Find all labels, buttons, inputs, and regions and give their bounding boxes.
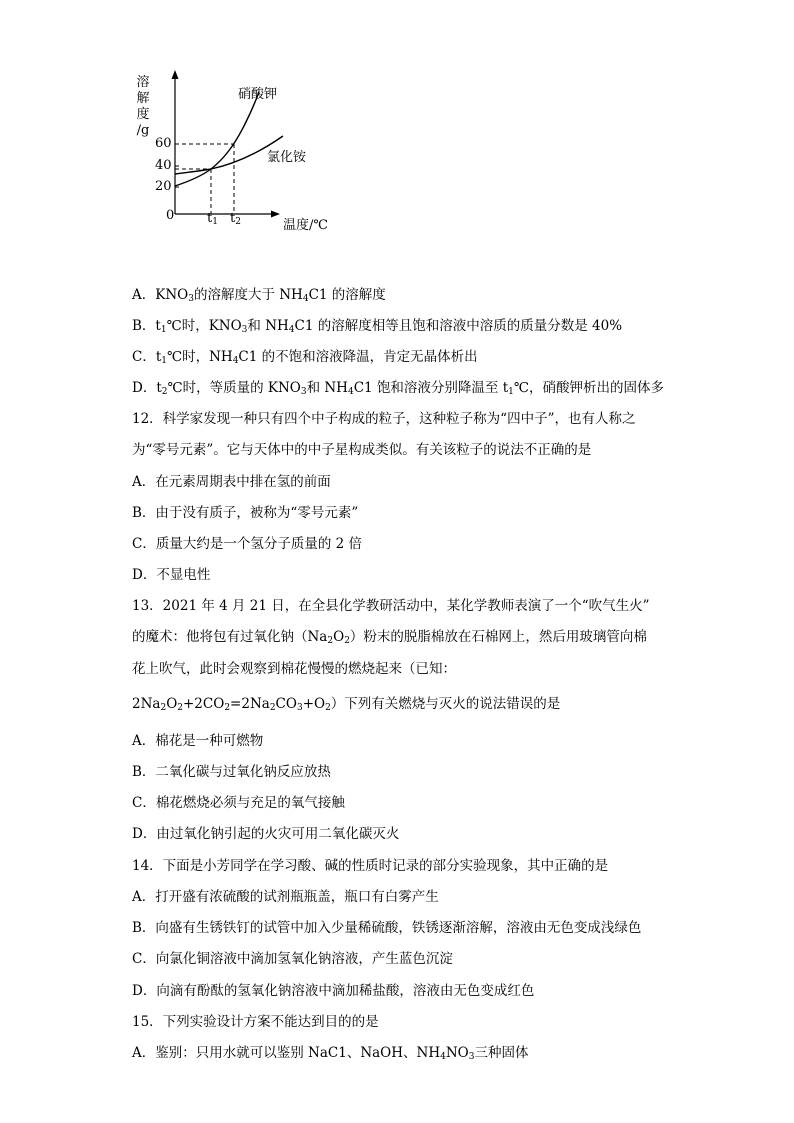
q12-stem-line1: 12．科学家发现一种只有四个中子构成的粒子，这种粒子称为“四中子”，也有人称之 bbox=[132, 411, 636, 427]
q11-option-d: D．$t_2℃$时，等质量的 $KNO_3$和 $NH_4C1$ 饱和溶液分别降温至 $t_1℃$，硝酸钾析出的固体多 bbox=[132, 380, 664, 397]
q13-option-c: C．棉花燃烧必须与充足的氧气接触 bbox=[132, 795, 345, 811]
q12-option-b: B．由于没有质子，被称为“零号元素” bbox=[132, 505, 359, 521]
q14-option-d: D．向滴有酚酞的氢氧化钠溶液中滴加稀盐酸，溶液由无色变成红色 bbox=[132, 983, 535, 999]
ylabel-char-3: 度 bbox=[136, 107, 150, 122]
origin-label: 0 bbox=[166, 208, 175, 223]
q13-option-a: A．棉花是一种可燃物 bbox=[132, 733, 264, 749]
solubility-graph bbox=[125, 62, 355, 242]
y-axis-arrow bbox=[172, 70, 179, 79]
q15-stem: 15．下列实验设计方案不能达到目的的是 bbox=[132, 1014, 379, 1030]
q13-stem-line2: 的魔术：他将包有过氧化钠$(Na_2O_2)$粉末的脱脂棉放在石棉网上，然后用玻璃管向棉 bbox=[132, 629, 647, 646]
q15-option-a: A．鉴别：只用水就可以鉴别 NaC1、NaOH、$NH_4NO_3$三种固体 bbox=[132, 1045, 529, 1062]
q13-stem-line3: 花上吹气，此时会观察到棉花慢慢的燃烧起来（已知： bbox=[132, 661, 456, 677]
xtick-label-t1: $t_1$ bbox=[207, 211, 218, 227]
q12-option-d: D．不显电性 bbox=[132, 567, 211, 583]
ytick-label-60: 60 bbox=[155, 136, 172, 151]
q13-stem-line1: 13．2021 年 4 月 21 日，在全县化学教研活动中，某化学教师表演了一个“吹气生火” bbox=[132, 598, 650, 614]
q11-option-b: B．$t_1℃$时，$KNO_3$和 $NH_4C1$ 的溶解度相等且饱和溶液中溶质的质量分数是 40% bbox=[132, 318, 623, 335]
q11-option-c: C．$t_1℃$时，$NH_4C1$ 的不饱和溶液降温，肯定无晶体析出 bbox=[132, 349, 478, 366]
x-axis-label: 温度/℃ bbox=[283, 218, 328, 233]
ytick-label-20: 20 bbox=[155, 179, 172, 194]
q13-option-b: B．二氧化碳与过氧化钠反应放热 bbox=[132, 764, 331, 780]
kno3-label: 硝酸钾 bbox=[238, 87, 278, 102]
xtick-label-t2: $t_2$ bbox=[230, 211, 241, 227]
q13-option-d: D．由过氧化钠引起的火灾可用二氧化碳灭火 bbox=[132, 826, 400, 842]
q14-option-c: C．向氯化铜溶液中滴加氢氧化钠溶液，产生蓝色沉淀 bbox=[132, 951, 453, 967]
q12-option-c: C．质量大约是一个氢分子质量的 2 倍 bbox=[132, 536, 363, 552]
q12-option-a: A．在元素周期表中排在氢的前面 bbox=[132, 474, 331, 490]
q12-stem-line2: 为“零号元素”。它与天体中的中子星构成类似。有关该粒子的说法不正确的是 bbox=[132, 442, 592, 458]
q11-option-a: A．$KNO_3$的溶解度大于 $NH_4C1$ 的溶解度 bbox=[132, 287, 386, 304]
q14-option-a: A．打开盛有浓硫酸的试剂瓶瓶盖，瓶口有白雾产生 bbox=[132, 889, 439, 905]
q14-stem: 14．下面是小芳同学在学习酸、碱的性质时记录的部分实验现象，其中正确的是 bbox=[132, 858, 609, 874]
ylabel-char-4: /g bbox=[136, 123, 150, 138]
ylabel-char-2: 解 bbox=[136, 91, 150, 106]
x-axis-arrow bbox=[271, 211, 280, 218]
ylabel-char-1: 溶 bbox=[136, 75, 150, 90]
q13-equation-line: $2Na_2O_2+2CO_2=2Na_2CO_3+O_2$）下列有关燃烧与灭火的说法错误的是 bbox=[132, 696, 561, 713]
nh4cl-label: 氯化铵 bbox=[267, 150, 307, 165]
ytick-label-40: 40 bbox=[155, 158, 172, 173]
q14-option-b: B．向盛有生锈铁钉的试管中加入少量稀硫酸，铁锈逐渐溶解，溶液由无色变成浅绿色 bbox=[132, 920, 642, 936]
